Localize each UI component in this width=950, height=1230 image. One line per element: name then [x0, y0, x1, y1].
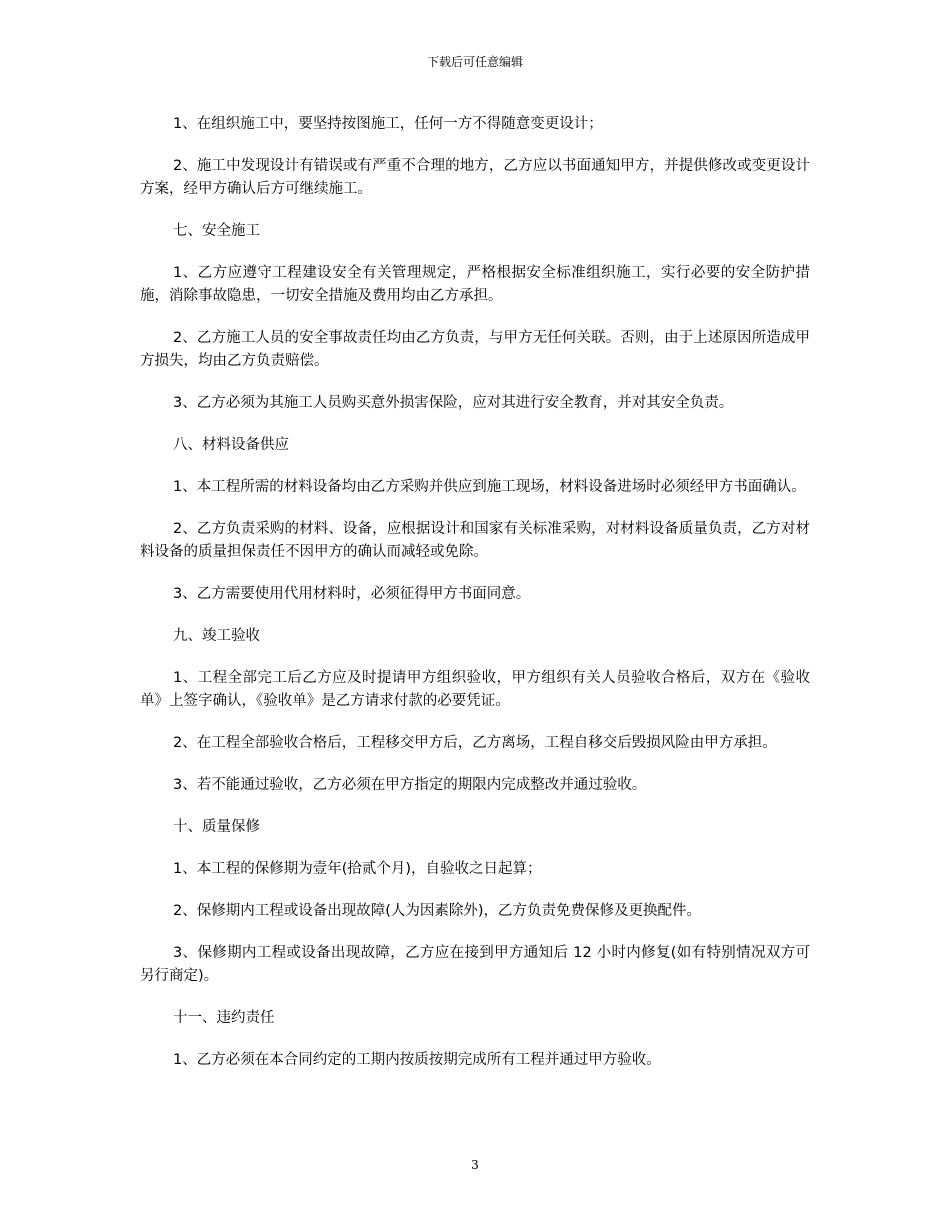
clause-paragraph: 2、乙方负责采购的材料、设备，应根据设计和国家有关标准采购，对材料设备质量负责，乙方对材料设备的质量担保责任不因甲方的确认而减轻或免除。: [140, 521, 810, 560]
clause-paragraph: 2、保修期内工程或设备出现故障(人为因素除外)，乙方负责免费保修及更换配件。: [173, 903, 702, 919]
page-header: 下载后可任意编辑: [426, 55, 523, 69]
section-heading: 九、竣工验收: [173, 628, 260, 644]
clause-paragraph: 1、本工程所需的材料设备均由乙方采购并供应到施工现场，材料设备进场时必须经甲方书面确认。: [173, 479, 806, 495]
section-heading: 七、安全施工: [173, 223, 260, 239]
clause-paragraph: 3、保修期内工程或设备出现故障，乙方应在接到甲方通知后 12 小时内修复(如有特别情况双方可另行商定)。: [140, 945, 810, 984]
clause-paragraph: 1、乙方应遵守工程建设安全有关管理规定，严格根据安全标准组织施工，实行必要的安全防护措施，消除事故隐患，一切安全措施及费用均由乙方承担。: [140, 265, 810, 304]
clause-paragraph: 2、在工程全部验收合格后，工程移交甲方后，乙方离场，工程自移交后毁损风险由甲方承担。: [173, 735, 777, 751]
clause-paragraph: 1、工程全部完工后乙方应及时提请甲方组织验收，甲方组织有关人员验收合格后，双方在《验收单》上签字确认，《验收单》是乙方请求付款的必要凭证。: [140, 670, 810, 709]
clause-paragraph: 2、乙方施工人员的安全事故责任均由乙方负责，与甲方无任何关联。否则，由于上述原因所造成甲方损失，均由乙方负责赔偿。: [140, 330, 810, 369]
document-body: [140, 113, 810, 1091]
clause-paragraph: 3、乙方必须为其施工人员购买意外损害保险，应对其进行安全教育，并对其安全负责。: [173, 395, 734, 411]
section-heading: 十、质量保修: [173, 819, 260, 835]
clause-paragraph: 2、施工中发现设计有错误或有严重不合理的地方，乙方应以书面通知甲方，并提供修改或变更设计方案，经甲方确认后方可继续施工。: [140, 158, 810, 197]
section-heading: 八、材料设备供应: [173, 437, 289, 453]
clause-paragraph: 3、乙方需要使用代用材料时，必须征得甲方书面同意。: [173, 586, 531, 602]
clause-paragraph: 1、乙方必须在本合同约定的工期内按质按期完成所有工程并通过甲方验收。: [173, 1052, 661, 1068]
page-number: 3: [471, 1158, 479, 1172]
clause-paragraph: 1、本工程的保修期为壹年(拾贰个月)，自验收之日起算；: [173, 861, 542, 877]
section-heading: 十一、违约责任: [173, 1010, 275, 1026]
clause-paragraph: 3、若不能通过验收，乙方必须在甲方指定的期限内完成整改并通过验收。: [173, 777, 647, 793]
clause-paragraph: 1、在组织施工中，要坚持按图施工，任何一方不得随意变更设计；: [173, 116, 603, 132]
